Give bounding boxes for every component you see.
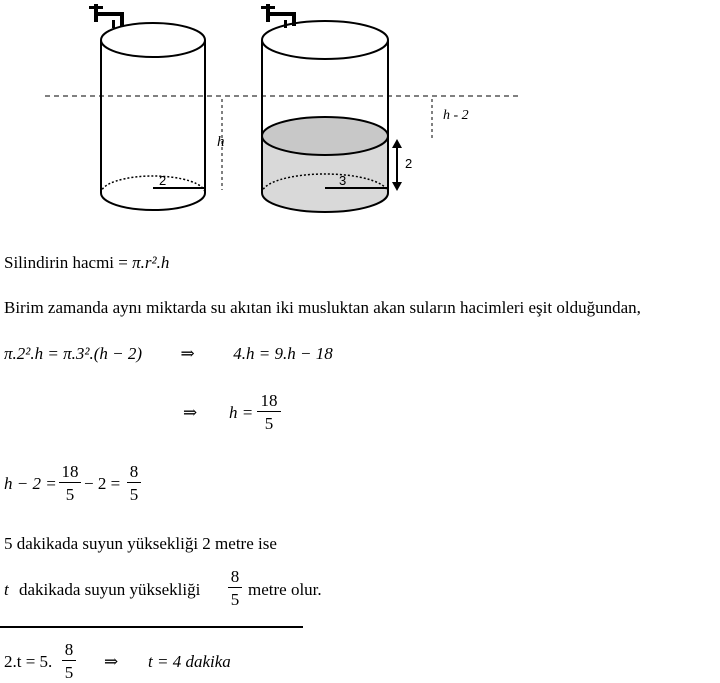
explanation-line: Birim zamanda aynı miktarda su akıtan iki musluktan akan suların hacimleri eşit olduğundan, (4, 298, 641, 317)
divider-line (0, 626, 303, 628)
double-arrow-icon (392, 139, 402, 191)
t-variable: t (4, 580, 9, 599)
volume-formula-line: Silindirin hacmi = π.r².h (4, 253, 170, 272)
height-label-h: h (217, 134, 225, 150)
fraction-8-5-c: 8 5 (62, 640, 76, 682)
right-cylinder (261, 4, 432, 212)
fraction-8-5: 8 5 (127, 462, 141, 504)
gap-label: h - 2 (443, 108, 469, 123)
fraction-18-5-b: 18 5 (59, 462, 81, 504)
t-line-end: metre olur. (248, 580, 322, 599)
water-height-label: 2 (405, 156, 413, 171)
implies-arrow-2: ⇒ (183, 403, 198, 422)
final-result: t = 4 dakika (148, 652, 231, 671)
fraction-18-5: 18 5 (257, 391, 281, 433)
t-line-mid: dakikada suyun yüksekliği (19, 580, 201, 599)
left-cylinder (89, 4, 222, 210)
equation-1: π.2².h = π.3².(h − 2) ⇒ 4.h = 9.h − 18 (4, 344, 333, 363)
line-5-minutes: 5 dakikada suyun yüksekliği 2 metre ise (4, 534, 277, 553)
eq3-lhs: h − 2 = (4, 474, 57, 493)
implies-arrow-3: ⇒ (104, 652, 119, 671)
fraction-8-5-b: 8 5 (228, 567, 242, 609)
radius-label-right: 3 (339, 173, 347, 188)
eq3-mid: − 2 = (84, 474, 121, 493)
eq2-left: h = (229, 403, 254, 422)
radius-label-left: 2 (159, 173, 167, 188)
left-faucet-icon (89, 4, 124, 28)
implies-arrow-icon: ⇒ (180, 344, 195, 363)
final-left: 2.t = 5. (4, 652, 53, 671)
cylinders-figure (0, 0, 720, 235)
